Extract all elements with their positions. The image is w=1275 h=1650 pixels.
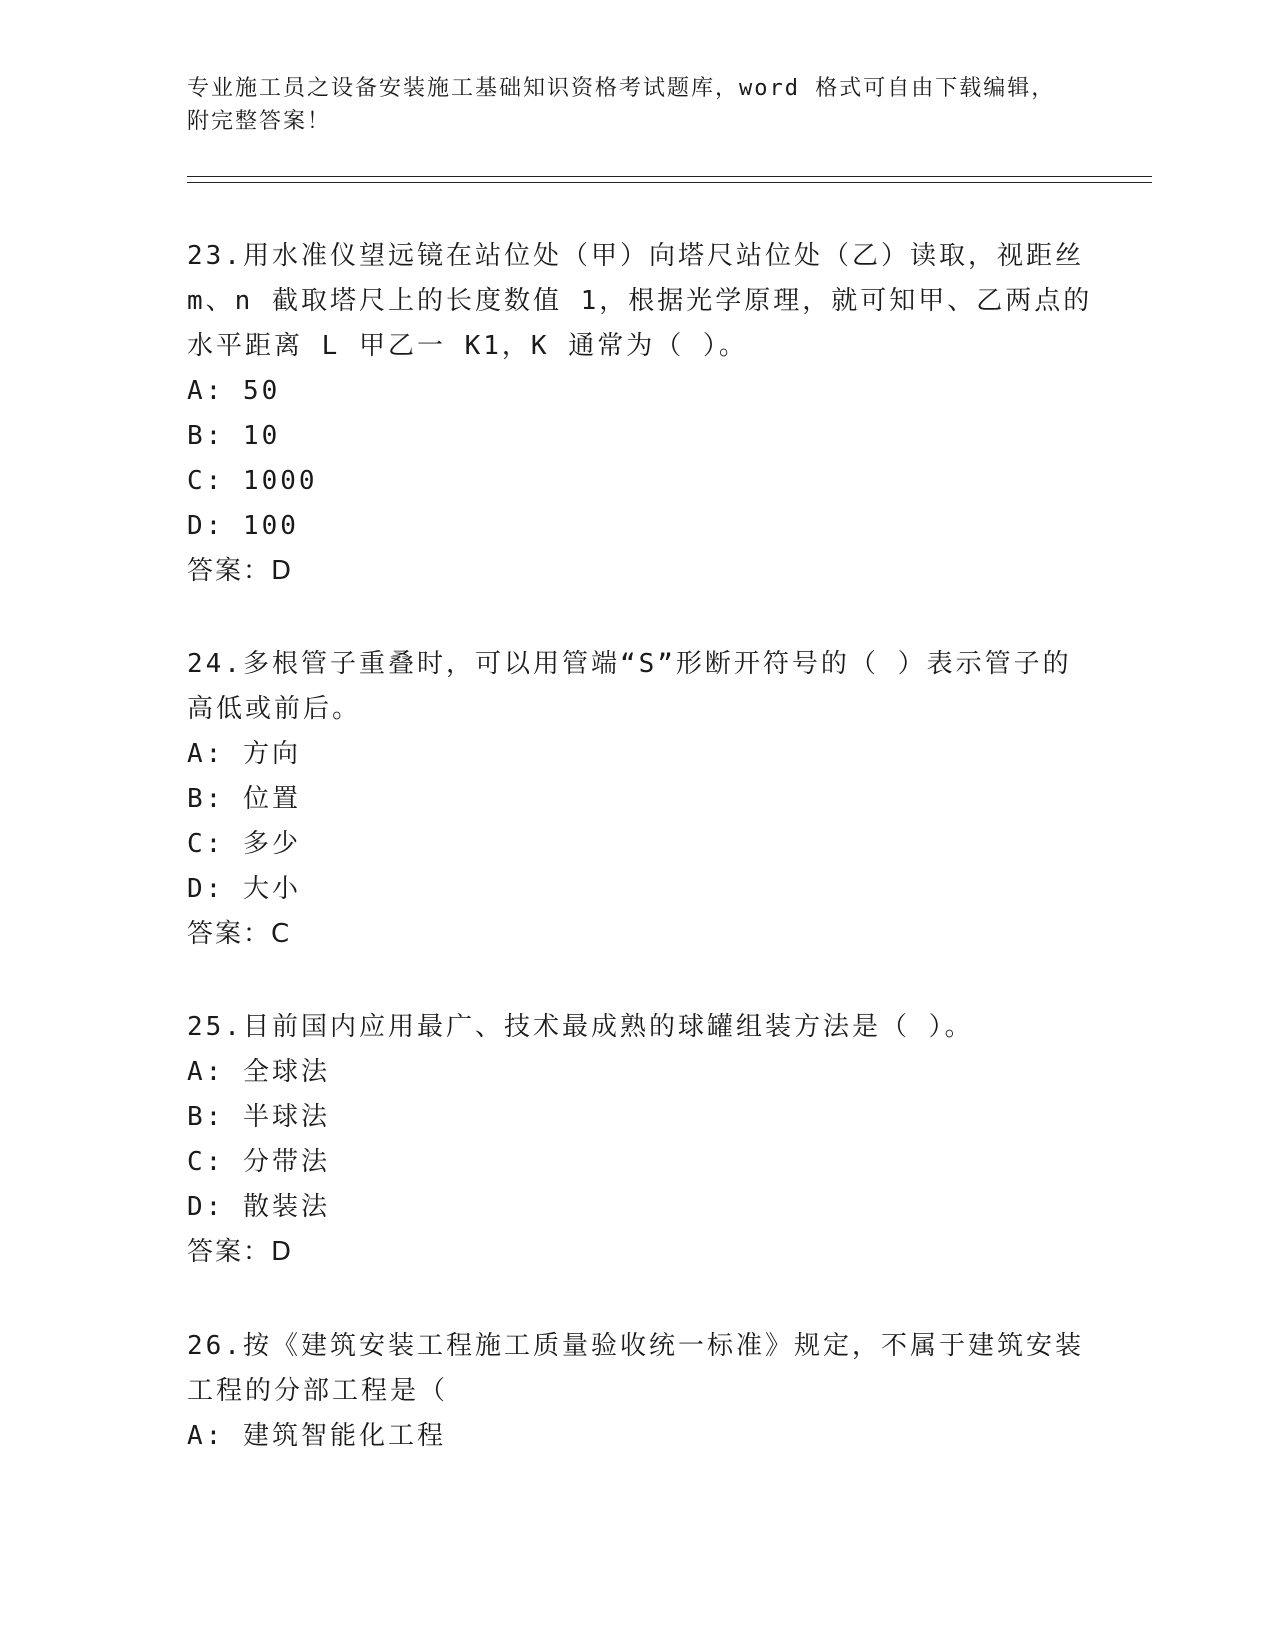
option-b: B: 10 [187, 421, 281, 451]
option-c: C: 多少 [187, 829, 301, 859]
question-text [187, 234, 1093, 369]
question-23 [187, 234, 1093, 594]
question-line: 高低或前后。 [187, 694, 362, 724]
question-24 [187, 642, 1087, 957]
option-a: A: 建筑智能化工程 [187, 1421, 446, 1451]
option-d: D: 大小 [187, 874, 301, 904]
question-text [187, 1005, 1087, 1050]
question-26 [187, 1324, 1087, 1459]
question-line: 水平距离 L 甲乙一 K1，K 通常为（ ）。 [187, 331, 748, 361]
question-text [187, 642, 1087, 732]
header-divider-top [187, 176, 1152, 177]
answer: 答案：D [187, 1237, 294, 1267]
header-line-2: 附完整答案！ [187, 109, 332, 134]
option-a: A: 50 [187, 376, 281, 406]
question-line: 25.目前国内应用最广、技术最成熟的球罐组装方法是（ ）。 [187, 1012, 974, 1042]
question-line: 26.按《建筑安装工程施工质量验收统一标准》规定，不属于建筑安装 [187, 1331, 1084, 1361]
answer: 答案：C [187, 919, 292, 949]
header-line-1: 专业施工员之设备安装施工基础知识资格考试题库，word 格式可自由下载编辑， [187, 76, 1056, 101]
header-divider-bottom [187, 182, 1152, 183]
option-a: A: 全球法 [187, 1057, 330, 1087]
option-c: C: 分带法 [187, 1147, 330, 1177]
question-text [187, 1324, 1087, 1414]
option-c: C: 1000 [187, 466, 318, 496]
option-a: A: 方向 [187, 739, 301, 769]
option-d: D: 散装法 [187, 1192, 330, 1222]
question-line: 工程的分部工程是（ [187, 1376, 449, 1406]
option-b: B: 位置 [187, 784, 301, 814]
question-line: m、n 截取塔尺上的长度数值 1，根据光学原理，就可知甲、乙两点的 [187, 286, 1093, 316]
document-header [187, 72, 1087, 138]
option-b: B: 半球法 [187, 1102, 330, 1132]
question-line: 23.用水准仪望远镜在站位处（甲）向塔尺站位处（乙）读取，视距丝 [187, 241, 1084, 271]
question-25 [187, 1005, 1087, 1275]
question-line: 24.多根管子重叠时，可以用管端“S”形断开符号的（ ）表示管子的 [187, 649, 1072, 679]
option-d: D: 100 [187, 511, 299, 541]
answer: 答案：D [187, 556, 294, 586]
